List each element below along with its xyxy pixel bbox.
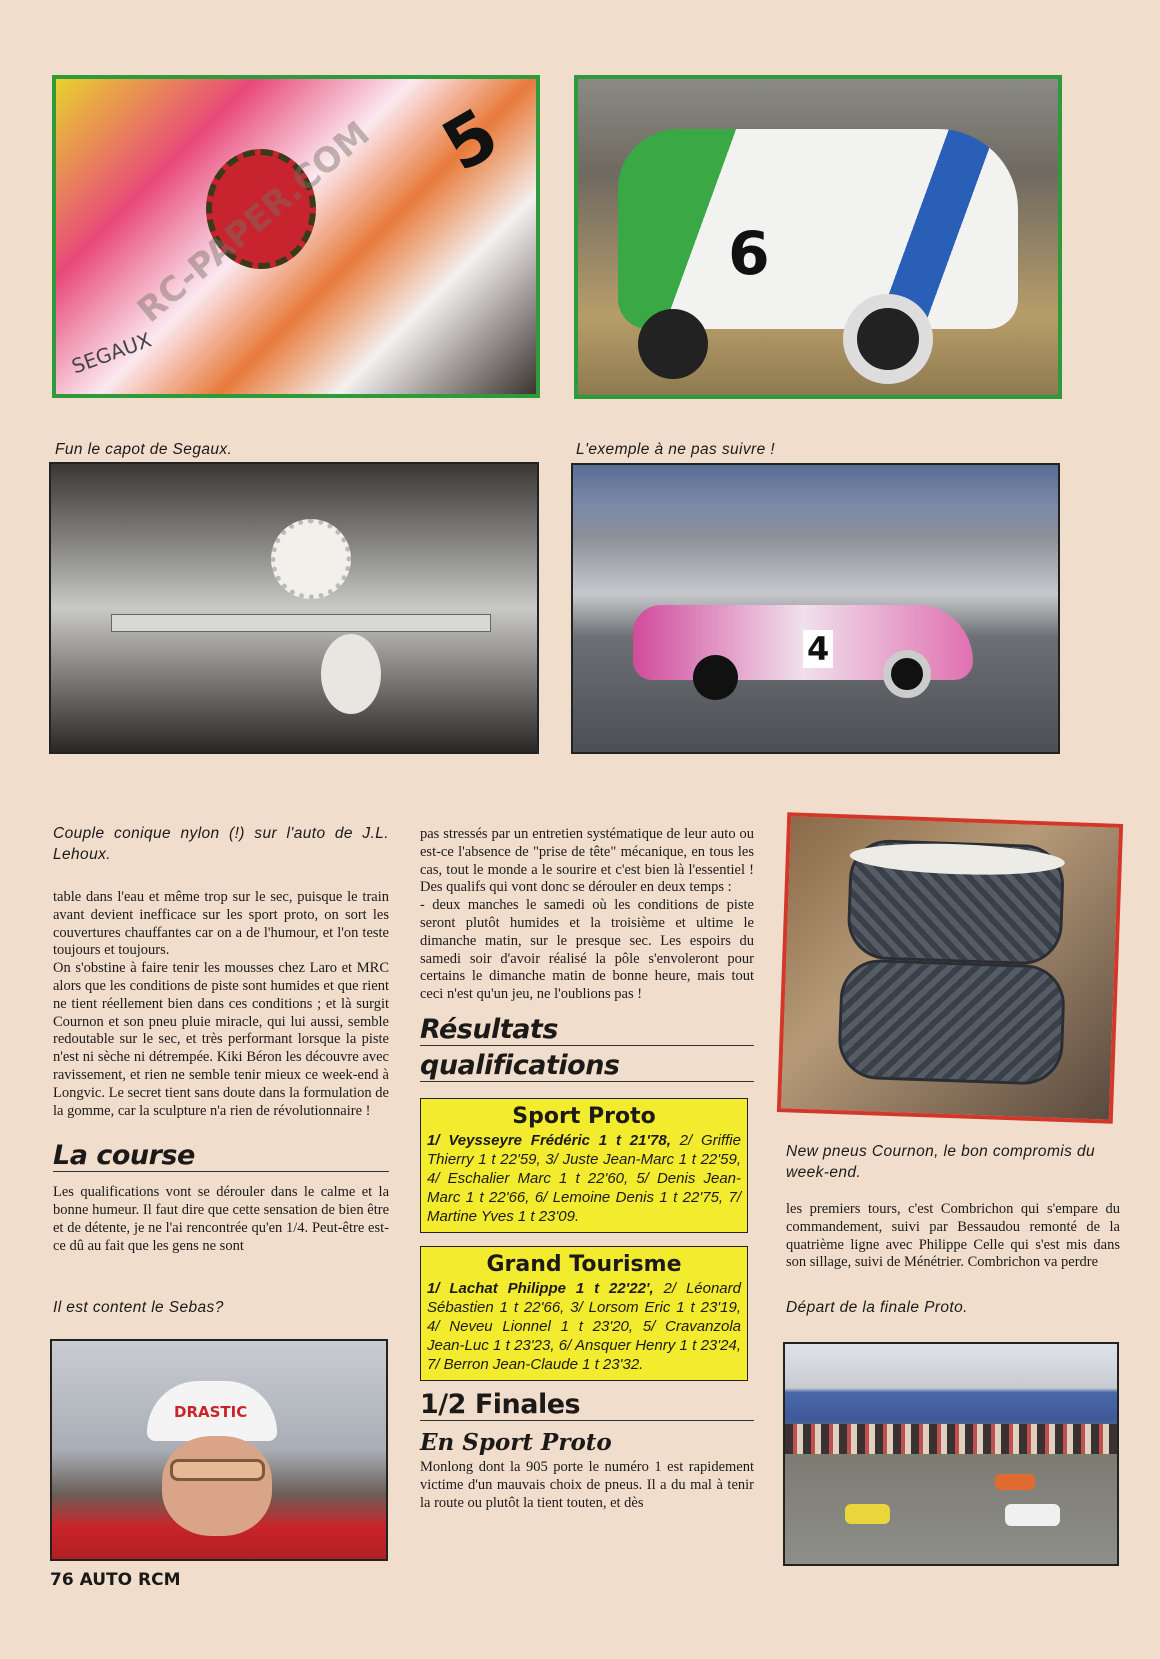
column-1-text [53, 889, 389, 1120]
page-number: 76 [50, 1570, 74, 1590]
results-list: 2/ Léonard Sébastien 1 t 22'66, 3/ Lorsom Eric 1 t 23'19, 4/ Neveu Lionnel 1 t 23'20, 5/ Cravanzola Jean-Luc 1 t 23'23, 6/ Ansquer Henry 1 t 23'24, 7/ Berron Jean-Claude 1 t 23'32. [427, 1279, 741, 1373]
car-number: 4 [803, 630, 833, 668]
car-number: 5 [428, 92, 512, 188]
winner: 1/ Veysseyre Frédéric 1 t 21'78, [427, 1131, 671, 1149]
cap-logo: DRASTIC [174, 1403, 248, 1421]
results-box-sport-proto [420, 1098, 748, 1233]
magazine-name: AUTO RCM [79, 1570, 181, 1590]
caption-photo-1: Fun le capot de Segaux. [55, 441, 233, 458]
heading-demi-finales: 1/2 Finales [420, 1389, 754, 1421]
paragraph: pas stressés par un entretien systématique de leur auto ou est-ce l'absence de "prise de tête" mécanique, en tous les cas, tout le monde a le sourire et c'est bien là l'essentiel ! Des qualifs qui vont donc se dérouler en deux temps : [420, 826, 754, 896]
paragraph: Les qualifications vont se dérouler dans le calme et la bonne humeur. Il faut dire que cette sensation de bien être et de détente, je ne l'ai rencontrée qu'en 1/4. Peut-être est-ce dû au fait que les gens ne sont [53, 1184, 389, 1254]
results-list: 2/ Griffie Thierry 1 t 22'59, 3/ Juste Jean-Marc 1 t 22'59, 4/ Eschalier Marc 1 t 22'60, 5/ Denis Jean-Marc 1 t 22'66, 6/ Lemoine Denis 1 t 22'75, 7/ Martine Yves 1 t 23'09. [427, 1131, 741, 1225]
caption-photo-5: New pneus Cournon, le bon compromis du week-end. [786, 1143, 1095, 1181]
photo-proto-car [571, 463, 1060, 754]
photo-gear-chassis [49, 462, 539, 754]
photo-segaux-hood [52, 75, 540, 398]
box-title: Sport Proto [512, 1103, 656, 1129]
box-title: Grand Tourisme [486, 1251, 682, 1277]
results-box-grand-tourisme [420, 1246, 748, 1381]
watermark: RC-PAPER.COM [130, 113, 378, 331]
caption-photo-7: Départ de la finale Proto. [786, 1299, 968, 1316]
winner: 1/ Lachat Philippe 1 t 22'22', [427, 1279, 654, 1297]
column-3-text: les premiers tours, c'est Combrichon qui s'empare du commandement, suivi par Bessaudou remonté de la quatrième ligne avec Philippe Celle qui s'est mis dans son sillage, suivi de Ménétrier. Combrichon va perdre [786, 1201, 1120, 1271]
heading-la-course: La course [53, 1140, 389, 1172]
paragraph: Monlong dont la 905 porte le numéro 1 est rapidement victime d'un mauvais choix de pneus. Il a du mal à tenir la route ou plutôt la tient touten, et dès [420, 1458, 754, 1511]
photo-finale-start [783, 1342, 1119, 1566]
photo-cournon-tyres [777, 812, 1123, 1124]
photo-sebas-portrait [50, 1339, 388, 1561]
photo-white-car [574, 75, 1062, 399]
paragraph: table dans l'eau et même trop sur le sec, puisque le train avant devient inefficace sur les sport proto, on sort les couvertures chauffantes car on a de l'humour, et l'on teste toujours et toujours. [53, 889, 389, 959]
page-footer [50, 1570, 180, 1590]
heading-resultats: Résultats [420, 1014, 754, 1046]
heading-qualifications: qualifications [420, 1050, 754, 1082]
car-number: 6 [728, 219, 770, 289]
paragraph: - deux manches le samedi où les conditions de piste seront plutôt humides et la troisième et ultime le dimanche matin, sur le presque sec. Les espoirs du samedi soir d'avoir réalisé la pôle s'envoleront pour certains le dimanche matin de bonne heure, mais tout ceci n'est qu'un jeu, ne l'oublions pas ! [420, 897, 754, 1003]
subheading-sport-proto: En Sport Proto [420, 1428, 612, 1456]
column-2 [420, 826, 754, 1512]
column-2-text [420, 826, 754, 1004]
decal-text: SEGAUX [68, 327, 155, 379]
column-1 [53, 889, 389, 1256]
caption-photo-6: Il est content le Sebas? [53, 1299, 224, 1316]
caption-photo-2: L'exemple à ne pas suivre ! [576, 441, 776, 458]
caption-photo-3: Couple conique nylon (!) sur l'auto de J.L. Lehoux. [53, 825, 389, 863]
paragraph: On s'obstine à faire tenir les mousses chez Laro et MRC alors que les conditions de piste sont humides et que rient ne tient réellement bien dans ces conditions ; et là surgit Cournon et son pneu pluie miracle, qui lui aussi, semble redoutable sur le sec, et très performant lorsque la piste n'est ni sèche ni détrempée. Kiki Béron les découvre avec ravissement, et rien ne semble tenir mieux ce week-end à Longvic. Le secret tient sans doute dans la formulation de la gomme, car la sculpture n'a rien de révolutionnaire ! [53, 960, 389, 1119]
